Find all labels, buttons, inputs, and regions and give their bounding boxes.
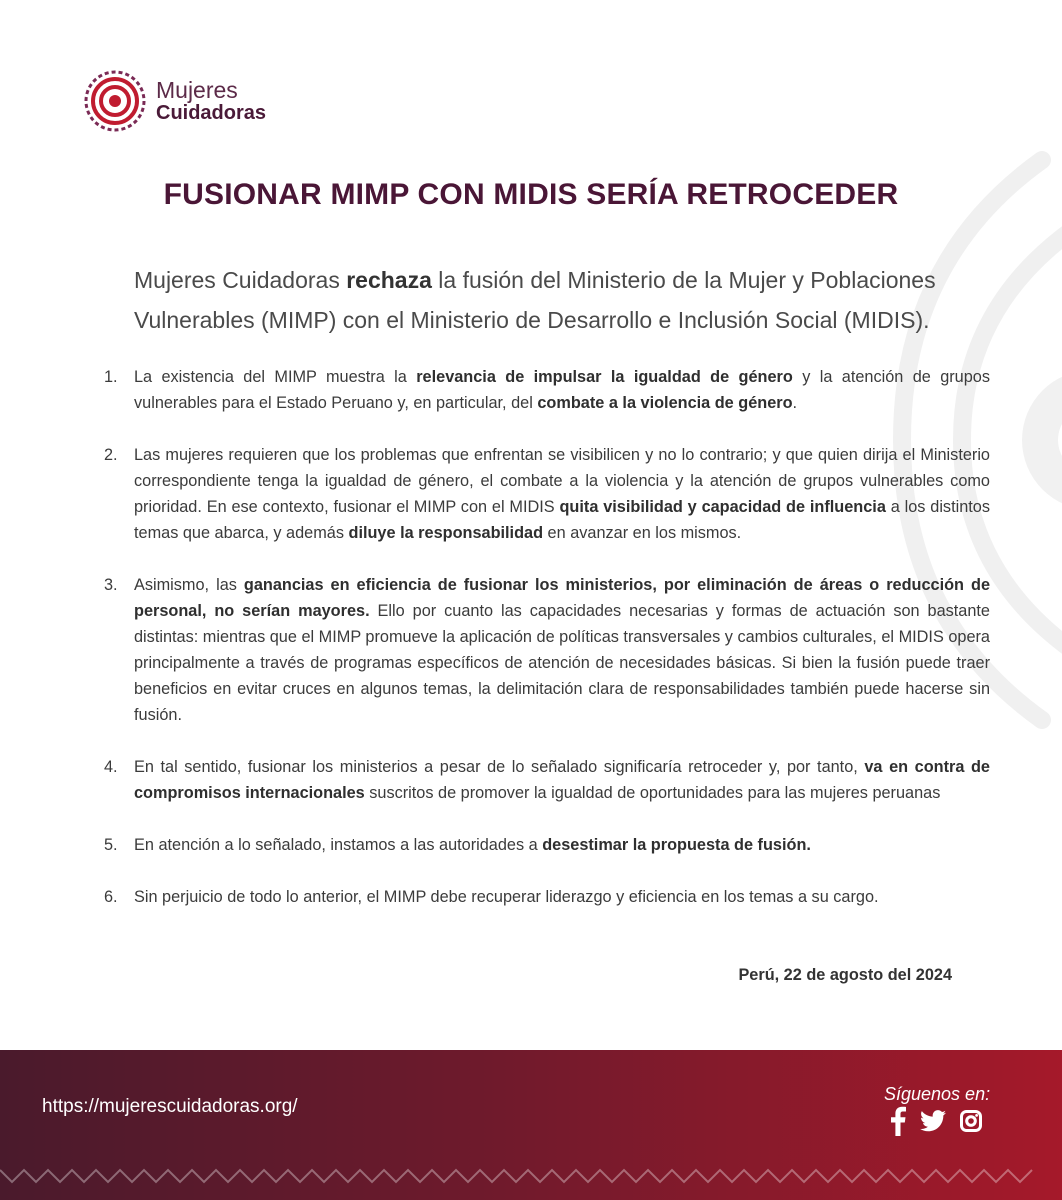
list-item — [104, 832, 990, 858]
item-number: 5. — [104, 836, 118, 854]
list-item — [104, 572, 990, 728]
twitter-icon[interactable] — [920, 1110, 946, 1132]
statement-date: Perú, 22 de agosto del 2024 — [738, 966, 952, 984]
footer-banner — [0, 1050, 1062, 1200]
list-item — [104, 442, 990, 546]
item-text: En tal sentido, fusionar los ministerios a pesar de lo señalado significaría retroceder y, por tanto, va en contra de compromisos internacionales suscritos de promover la igualdad de oportunidades para las mujeres peruanas — [134, 758, 990, 802]
intro-rest: la fusión del Ministerio de la Mujer y Poblaciones Vulnerables (MIMP) con el Ministerio de Desarrollo e Inclusión Social (MIDIS). — [134, 267, 936, 333]
website-link[interactable]: https://mujerescuidadoras.org/ — [42, 1096, 298, 1117]
facebook-icon[interactable] — [890, 1106, 906, 1136]
item-text: En atención a lo señalado, instamos a las autoridades a desestimar la propuesta de fusión. — [134, 836, 811, 854]
item-text: Las mujeres requieren que los problemas que enfrentan se visibilicen y no lo contrario; y que quien dirija el Ministerio correspondiente tenga la igualdad de género, el combate a la violencia y la atención de grupos vulnerables como prioridad. En ese contexto, fusionar el MIMP con el MIDIS quita visibilidad y capacidad de influencia a los distintos temas que abarca, y además diluye la responsabilidad en avanzar en los mismos. — [134, 446, 990, 542]
item-text: Sin perjuicio de todo lo anterior, el MIMP debe recuperar liderazgo y eficiencia en los temas a su cargo. — [134, 888, 879, 906]
item-number: 4. — [104, 758, 118, 776]
brand-logo — [84, 70, 266, 132]
decorative-pattern — [0, 1160, 1062, 1196]
item-text: Asimismo, las ganancias en eficiencia de fusionar los ministerios, por eliminación de áreas o reducción de personal, no serían mayores. Ello por cuanto las capacidades necesarias y formas de actuación son bastante distintas: mientras que el MIMP promueve la aplicación de políticas transversales y cambios culturales, el MIDIS opera principalmente a través de programas específicos de atención de necesidades básicas. Si bien la fusión puede traer beneficios en evitar cruces en algunos temas, la delimitación clara de responsabilidades también puede hacerse sin fusión. — [134, 576, 990, 724]
item-number: 6. — [104, 888, 118, 906]
brand-name-line1: Mujeres — [156, 77, 238, 104]
social-links — [890, 1106, 982, 1136]
instagram-icon[interactable] — [960, 1110, 982, 1132]
intro-verb: rechaza — [346, 267, 432, 293]
brand-emblem-icon — [84, 70, 146, 132]
item-text: La existencia del MIMP muestra la relevancia de impulsar la igualdad de género y la atención de grupos vulnerables para el Estado Peruano y, en particular, del combate a la violencia de género. — [134, 368, 990, 412]
item-number: 2. — [104, 446, 118, 464]
statement-list — [104, 364, 990, 936]
item-number: 1. — [104, 368, 118, 386]
list-item — [104, 754, 990, 806]
follow-label: Síguenos en: — [884, 1084, 991, 1104]
brand-name-line2: Cuidadoras — [156, 101, 267, 124]
list-item — [104, 364, 990, 416]
item-number: 3. — [104, 576, 118, 594]
intro-subject: Mujeres Cuidadoras — [134, 267, 340, 293]
page-title: FUSIONAR MIMP CON MIDIS SERÍA RETROCEDER — [163, 178, 899, 211]
intro-paragraph — [134, 260, 1004, 340]
list-item — [104, 884, 990, 910]
